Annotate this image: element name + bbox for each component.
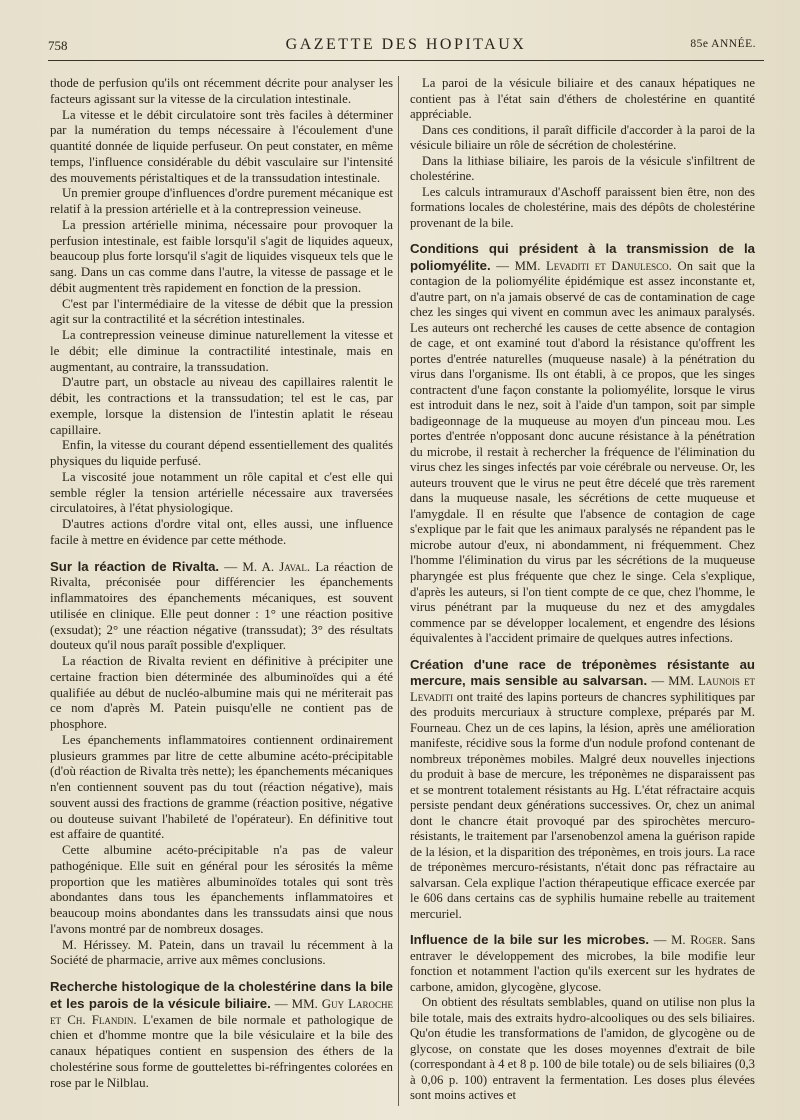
em-dash: — xyxy=(496,258,509,273)
author-name: M. Roger. xyxy=(671,933,727,948)
paragraph-text: La réaction de Rivalta, préconisée pour différencier les épanchements inflammatoires des épanchements mécaniques, est souvent utilisée en clinique. Elle peut donner : 1° une réaction positive (exsudat); 2° une réaction négative (transsudat); 3° des résultats douteux qu'il nous paraît possible d'expliquer. xyxy=(50,559,393,653)
right-column xyxy=(410,76,755,1104)
paragraph-text: ont traité des lapins porteurs de chancres syphilitiques par des produits mercuriaux à structure complexe, préparés par M. Fourneau. Chez un de ces lapins, la lésion, après une amélioration manifeste, récidive sous la forme d'un nodule profond contenant de nombreux tréponèmes mobiles. Malgré deux nouvelles injections du produit à base de mercure, les tréponèmes ne disparaissent pas et se montrent totalement résistants au Hg. L'état réfractaire acquis persiste pendant deux générations successives. Or, chez un animal dont le chancre était provoqué par des spirochètes mercuro-résistants, le traitement par l'arsenobenzol amena la guérison rapide de la lésion, et la disparition des tréponèmes, en trois jours. La race de tréponèmes mercuro-résistants, n'était donc pas réfractaire au salvarsan. Cela explique l'action thérapeutique efficace exercée par le 606 dans certains cas de syphilis humaine rebelle au traitement mercuriel. xyxy=(410,689,755,921)
paragraph: La vitesse et le débit circulatoire sont très faciles à déterminer par la numération du temps nécessaire à l'écoulement d'une quantité donnée de liquide perfuseur. On peut constater, en même temps, l'influence considérable du débit vasculaire sur l'intensité des mouvements péristaltiques et de la transsudation intestinale. xyxy=(50,107,393,185)
paragraph-text: Sans entraver le développement des microbes, la bile modifie leur fonction et notamment l'action qu'ils exercent sur les hydrates de carbone, amidon, glycogène, glycose. xyxy=(410,933,756,994)
paragraph: Les calculs intramuraux d'Aschoff paraissent bien être, non des formations locales de cholestérine, mais des dépôts de cholestérine provenant de la bile. xyxy=(410,184,755,230)
journal-title: GAZETTE DES HOPITAUX xyxy=(285,36,527,53)
paragraph: La contrepression veineuse diminue naturellement la vitesse et le débit; elle diminue la contractilité intestinale, mais en augmentant, au contraire, la transsudation. xyxy=(50,328,393,374)
section-rivalta xyxy=(50,559,393,655)
paragraph: D'autre part, un obstacle au niveau des capillaires ralentit le débit, les contractions et la transsudation; tel est le cas, par exemple, lorsque la distension de l'intestin aplatit le réseau capillaire. xyxy=(50,375,393,437)
paragraph: La paroi de la vésicule biliaire et des canaux hépatiques ne contient pas à l'état sain d'éthers de cholestérine en quantité appréciable. xyxy=(410,76,755,122)
section-poliomyelite xyxy=(410,241,755,646)
paragraph: C'est par l'intermédiaire de la vitesse de débit que la pression agit sur la contractilité et la sécrétion intestinales. xyxy=(50,296,393,327)
paragraph: Enfin, la vitesse du courant dépend essentiellement des qualités physiques du liquide perfusé. xyxy=(50,438,393,468)
paragraph: Dans la lithiase biliaire, les parois de la vésicule s'infiltrent de cholestérine. xyxy=(410,153,755,184)
section-heading: Recherche histologique de la cholestérine dans la bile et les parois de la vésicule biliaire. xyxy=(50,979,393,1011)
em-dash: — xyxy=(224,559,238,574)
em-dash: — xyxy=(274,996,288,1011)
em-dash: — xyxy=(651,674,664,689)
paragraph: Un premier groupe d'influences d'ordre purement mécanique est relatif à la pression artérielle et à la contrepression veineuse. xyxy=(50,186,393,216)
paragraph: La pression artérielle minima, nécessaire pour provoquer la perfusion intestinale, est faible lorsqu'il s'agit de liquides aqueux, beaucoup plus forte lorsqu'il s'agit de liquides visqueux tels que le sang. Dans un cas comme dans l'autre, la vitesse de passage et le débit augmentent très rapidement en fonction de la pression. xyxy=(50,217,393,295)
paragraph: M. Hérissey. M. Patein, dans un travail lu récemment à la Société de pharmacie, arrive aux mêmes conclusions. xyxy=(50,937,393,968)
paragraph: Dans ces conditions, il paraît difficile d'accorder à la paroi de la vésicule biliaire un rôle de sécrétion de cholestérine. xyxy=(410,122,755,153)
section-heading: Création d'une race de tréponèmes résistante au mercure, mais sensible au salvarsan. xyxy=(410,656,755,689)
volume-year: 85e ANNÉE. xyxy=(690,38,756,50)
paragraph: La réaction de Rivalta revient en définitive à précipiter une certaine fraction bien déterminée des albuminoïdes qui a été qualifiée au début de nucléo-albumine mais qui ne mériterait pas ce nom d'après M. Patein puisqu'elle ne contient pas de phosphore. xyxy=(50,654,393,731)
em-dash: — xyxy=(653,933,667,948)
paragraph: thode de perfusion qu'ils ont récemment décrite pour analyser les facteurs agissant sur la vitesse de la circulation intestinale. xyxy=(50,76,393,106)
paragraph: La viscosité joue notamment un rôle capital et c'est elle qui semble régler la tension artérielle nécessaire aux traversées circulatoires, à l'état physiologique. xyxy=(50,469,393,516)
page-number: 758 xyxy=(48,38,68,53)
author-name: M. A. Javal. xyxy=(242,559,311,574)
section-heading: Influence de la bile sur les microbes. xyxy=(410,932,650,948)
paragraph: Les épanchements inflammatoires contiennent ordinairement plusieurs grammes par litre de cette albumine acéto-précipitable (d'où réaction de Rivalta très nette); les épanchements mécaniques n'en contiennent souvent pas du tout (réaction négative), mais souvent aussi des fractions de gramme (réaction positive, négative ou douteuse suivant l'habileté de l'opérateur). En définitive tout est affaire de quantité. xyxy=(50,732,393,842)
section-cholesterine xyxy=(50,979,393,1091)
paragraph: D'autres actions d'ordre vital ont, elles aussi, une influence facile à mettre en évidence par cette méthode. xyxy=(50,517,393,547)
left-column xyxy=(50,76,393,1091)
page-header xyxy=(48,34,764,61)
section-bile-microbes xyxy=(410,932,755,995)
author-name: MM. Guy Laroche et Ch. Flandin. xyxy=(50,996,393,1027)
paragraph: On obtient des résultats semblables, quand on utilise non plus la bile totale, mais des extraits hydro-alcooliques ou des sels biliaires. Qu'on étudie les transformations de l'amidon, de glycogène ou de glycose, on constate que les doses moyennes d'extrait de bile (correspondant à 4 et 8 p. 100 de bile totale) ou de sels biliaires (0,3 à 0,06 p. 100) entravent la fermentation. Les doses plus élevées sont moins actives et xyxy=(410,995,755,1103)
author-name: MM. Levaditi et Danulesco. xyxy=(514,258,672,273)
column-divider xyxy=(398,76,399,1106)
author-name: MM. Launois et Levaditi xyxy=(410,674,756,704)
paragraph-text: L'examen de bile normale et pathologique de chien et d'homme montre que la bile vésiculaire et la bile des canaux hépatiques contient en suspension des éthers de la cholestérine sous forme de gouttelettes bi-réfringentes colorées en rose par le Nilblau. xyxy=(50,1012,393,1090)
section-treponemes xyxy=(410,657,755,923)
paragraph: Cette albumine acéto-précipitable n'a pas de valeur pathogénique. Elle suit en général pour les sérosités la même proportion que les matières albuminoïdes totales qui sont très abondantes dans tous les épanchements inflammatoires et beaucoup moins abondantes dans les transsudats ainsi que nous l'avons montré par de nombreux dosages. xyxy=(50,843,393,936)
section-heading: Conditions qui président à la transmission de la poliomyélite. xyxy=(410,241,755,273)
paragraph-text: On sait que la contagion de la poliomyélite épidémique est assez inconstante et, d'autre part, on n'a jamais observé de cas de contamination de cage chez les singes qui vivent en commun avec les animaux paralysés. Les auteurs ont recherché les causes de cette absence de contagion de cage, et ont examiné tout d'abord la résistance qu'offrent les portes d'entrée naturelles (muqueuse nasale) à la pénétration du virus dans l'organisme. Ils ont établi, à ce propos, que les singes contractent d'une façon constante la poliomyélite, lorsque le virus est introduit dans le nez, soit à l'aide d'un tampon, soit par simple badigeonnage de la muqueuse au moyen d'un pinceau mou. Les portes d'entrée n'opposant donc aucune résistance à la pénétration du microbe, il restait à rechercher la fréquence de l'élimination du virus chez les singes infectés par voie cérébrale ou nerveuse. Or, les auteurs trouvent que le virus ne peut être décelé que très rarement dans la muqueuse nasale, les sécrétions de cette muqueuse et l'amygdale. Il en résulte que l'absence de contagion de cage s'explique par le fait que les animaux paralysés ne répandent pas le microbe autour d'eux, ni abondamment, ni fréquemment. Chez l'homme l'élimination du virus par les sécrétions de la muqueuse pharyngée est plus fréquente que chez le singe. Cela s'explique, d'après les auteurs, si l'on tient compte de ce que, chez l'homme, le virus pénétrant par la muqueuse du nez et des amygdales commence par se développer localement, et engendre des lésions équivalentes à l'accident primaire de quelques autres infections. xyxy=(410,258,756,646)
section-heading: Sur la réaction de Rivalta. xyxy=(50,558,220,574)
